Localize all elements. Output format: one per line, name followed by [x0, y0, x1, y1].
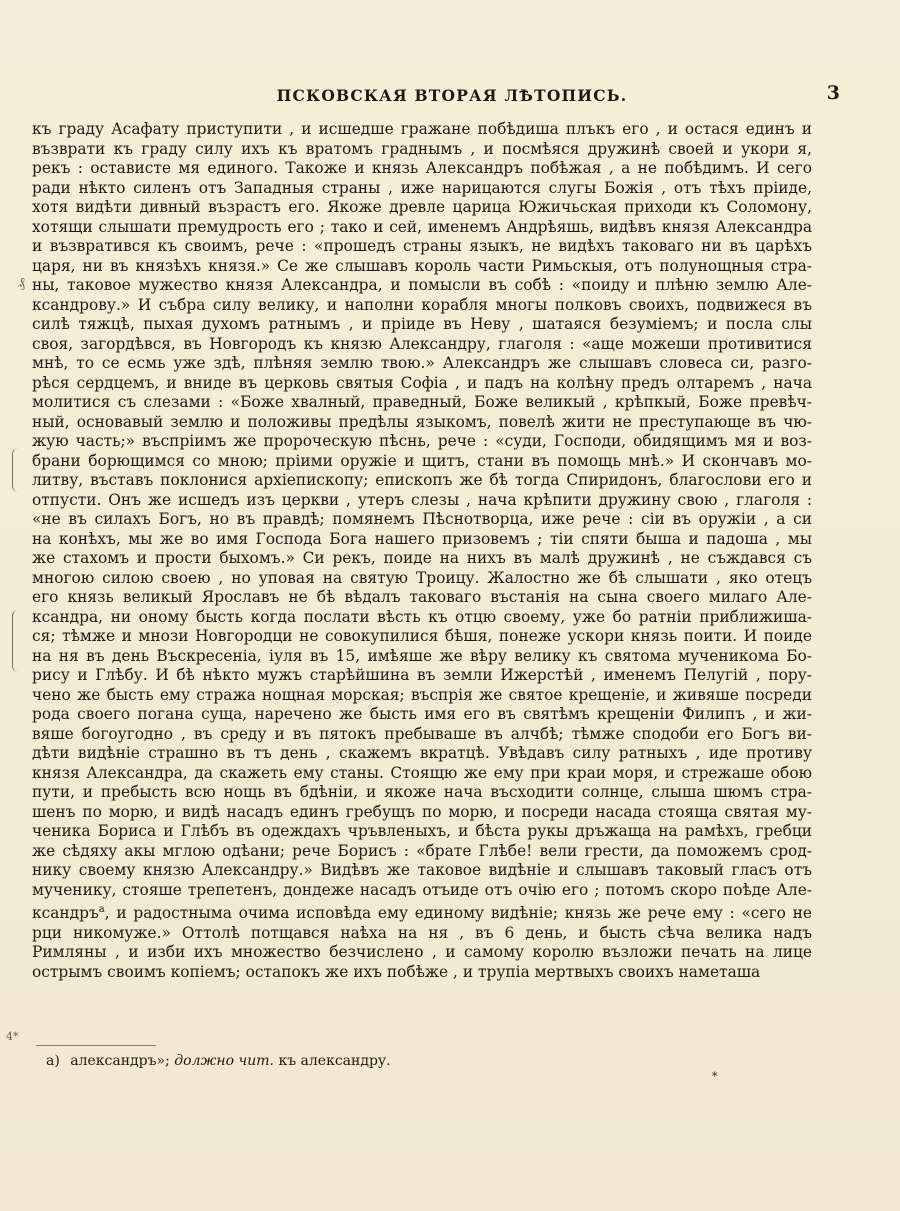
text-line: шенъ по морю, и видѣ насадъ единъ гребущъ по морю, и посреди насада стояща святая му-	[32, 802, 812, 821]
text-line: отпусти. Онъ же исшедъ изъ церкви , утеръ слезы , нача крѣпити дружину свою , глаголя :	[32, 490, 812, 509]
text-line: хотя видѣти дивный възрастъ его. Якоже древле царица Южичьская приходи къ Соломону,	[32, 198, 812, 216]
text-line: нику своему князю Александру.» Видѣвъ же таковое видѣніе и слышавъ таковый гласъ отъ	[32, 861, 812, 879]
footnote-text: александръ»;	[70, 1053, 170, 1069]
text-line: силѣ тяжцѣ, пыхая духомъ ратнымъ , и пріиде въ Неву , шатаяся безуміемъ; и посла слы	[32, 315, 812, 333]
text-line: ради нѣкто силенъ отъ Западныя страны , иже нарицаются слугы Божія , отъ тѣхъ пріиде,	[32, 178, 812, 197]
text-line: ны, таковое мужество князя Александра, и помысли въ собѣ : «поиду и плѣню землю Але-	[32, 276, 812, 294]
text-line: вяше богоугодно , въ среду и въ пятокъ пребываше въ алчбѣ; тѣмже сподоби его Богъ ви-	[32, 724, 812, 743]
text-line: литву, въставъ поклонися архіепископу; епископъ же бѣ тогда Спиридонъ, благослови его и	[32, 471, 812, 489]
text-line: ксандра, ни оному бысть когда послати вѣсть къ отцю своему, уже бо ратніи приближиша-	[32, 607, 812, 626]
text-line: пути, и пребысть всю нощь въ бдѣніи, и якоже нача въсходити солнце, слыша шюмъ стра-	[32, 783, 812, 801]
text-line: острымъ своимъ копіемъ; остапокъ же ихъ побѣже , и трупіа мертвыхъ своихъ наметаша	[32, 962, 761, 981]
page-number: 3	[826, 82, 840, 104]
text-line: на конѣхъ, мы же во имя Господа Бога нашего призовемъ ; тіи спяти быша и падоша , мы	[32, 529, 812, 548]
text-line: и възвратився къ своимъ, рече : «прошедъ страны языкъ, не видѣхъ таковаго ни въ царѣхъ	[32, 237, 812, 255]
text-line: рису и Глѣбу. И бѣ нѣкто мужъ старѣйшина въ земли Ижерстѣй , именемъ Пелугій , пору-	[32, 666, 812, 684]
margin-bracket	[12, 610, 21, 672]
text-line: хотящи слышати премудрость его ; тако и сей, именемъ Андрѣяшь, видѣвъ князя Александра	[32, 217, 812, 236]
text-line: мнѣ, то се есмь уже здѣ, плѣняя землю твою.» Александръ же слышавъ словеса си, разго-	[32, 354, 812, 372]
margin-bracket	[12, 448, 21, 492]
margin-mark: ₰	[18, 275, 25, 291]
footnote-mark: а)	[46, 1053, 60, 1069]
text-line: на ня въ день Въскресеніа, іуля въ 15, имѣяше же вѣру велику къ святома мученикома Бо-	[32, 646, 812, 665]
text-line: ксандръ$^а$, и радостныма очима исповѣда ему единому видѣніе; князь же рече ему : «сего не	[32, 904, 812, 923]
text-line: мученику, стояше трепетенъ, дондеже насадъ отъиде отъ очію его ; потомъ скоро поѣде Але-	[32, 880, 812, 899]
star-mark: *	[712, 1070, 718, 1083]
text-line: брани борющимся со мною; пріими оружіе и щитъ, стани въ помощь мнѣ.» И скончавъ мо-	[32, 451, 812, 470]
text-line: ный, основавый землю и положивы предѣлы языкомъ, повелѣ жити не преступающе въ чю-	[32, 412, 812, 431]
text-line: «не въ силахъ Богъ, но въ правдѣ; помянемъ Пѣснотворца, иже рече : сіи въ оружіи , а си	[32, 510, 812, 528]
text-line: жую часть;» въспріимъ же пророческую пѣснь, рече : «суди, Господи, обидящимъ мя и воз-	[32, 432, 812, 450]
text-line: же стахомъ и прости быхомъ.» Си рекъ, поиде на нихъ въ малѣ дружинѣ , не съждався съ	[32, 549, 812, 567]
body-text	[32, 120, 812, 982]
text-line: своя, загордѣвся, въ Новгородъ къ князю Александру, глаголя : «аще можеши противитися	[32, 334, 812, 353]
footnote-text: къ александру.	[278, 1053, 391, 1069]
text-line: ся; тѣмже и мнози Новгородци не совокупилися бѣшя, понеже ускори князь поити. И поиде	[32, 627, 812, 645]
margin-mark: 4*	[6, 1030, 19, 1043]
text-line: же сѣдяху акы мглою одѣани; рече Борисъ : «брате Глѣбе! вели грести, да поможемъ срод-	[32, 841, 812, 860]
text-line: ченика Бориса и Глѣбъ въ одеждахъ чръвленыхъ, и бѣста рукы дръжаща на рамѣхъ, гребци	[32, 822, 812, 840]
text-line: рода своего погана суща, наречено же бысть имя его въ святѣмъ крещеніи Филипъ , и жи-	[32, 705, 812, 723]
text-line: рѣся сердцемъ, и вниде въ церковь святыя Софіа , и падъ на колѣну предъ олтаремъ , нача	[32, 373, 812, 392]
text-line: чено же бысть ему стража нощная морская; въспрія же святое крещеніе, и живяше посреди	[32, 685, 812, 704]
text-line: ксандрову.» И събра силу велику, и наполни корабля многы полковъ своихъ, подвижеся въ	[32, 295, 812, 314]
text-line: дѣти видѣніе страшно въ тъ день , скажемъ вкратцѣ. Увѣдавъ силу ратныхъ , иде противу	[32, 744, 812, 762]
footnote	[46, 1052, 746, 1070]
text-line: князя Александра, да скажеть ему станы. Стоящю же ему при краи моря, и стрежаше обою	[32, 763, 812, 782]
text-line: рци никомуже.» Оттолѣ потщався наѣха на ня , въ 6 день, и бысть сѣча велика надъ	[32, 923, 812, 942]
text-line: рекъ : остависте мя единого. Такоже и князь Александръ побѣжая , а не побѣдимъ. И сего	[32, 159, 812, 177]
footnote-separator	[36, 1045, 156, 1046]
text-line: Римляны , и изби ихъ множество безчислено , и самому королю възложи печать на лице	[32, 943, 812, 962]
running-head	[34, 82, 870, 112]
text-line: царя, ни въ князѣхъ князя.» Се же слышавъ король части Римьскыя, отъ полунощныя стра-	[32, 256, 812, 275]
text-line: възврати къ граду силу ихъ къ вратомъ граднымъ , и посмѣяся дружинѣ своей и укори я,	[32, 139, 812, 158]
footnote-italic-text: должно чит.	[174, 1053, 274, 1069]
text-line: многою силою своею , но уповая на святую Троицу. Жалостно же бѣ слышати , яко отецъ	[32, 568, 812, 587]
running-title: ПСКОВСКАЯ ВТОРАЯ ЛѢТОПИСЬ.	[276, 86, 628, 105]
text-line: молитися съ слезами : «Боже хвалный, праведный, Боже великый , крѣпкый, Боже превѣч-	[32, 393, 812, 411]
text-line: его князь великый Ярославъ не бѣ вѣдалъ таковаго въстанія на сына своего милаго Але-	[32, 588, 812, 606]
text-line: къ граду Асафату приступити , и исшедше гражане побѣдиша плъкъ его , и остася единъ и	[32, 120, 812, 138]
